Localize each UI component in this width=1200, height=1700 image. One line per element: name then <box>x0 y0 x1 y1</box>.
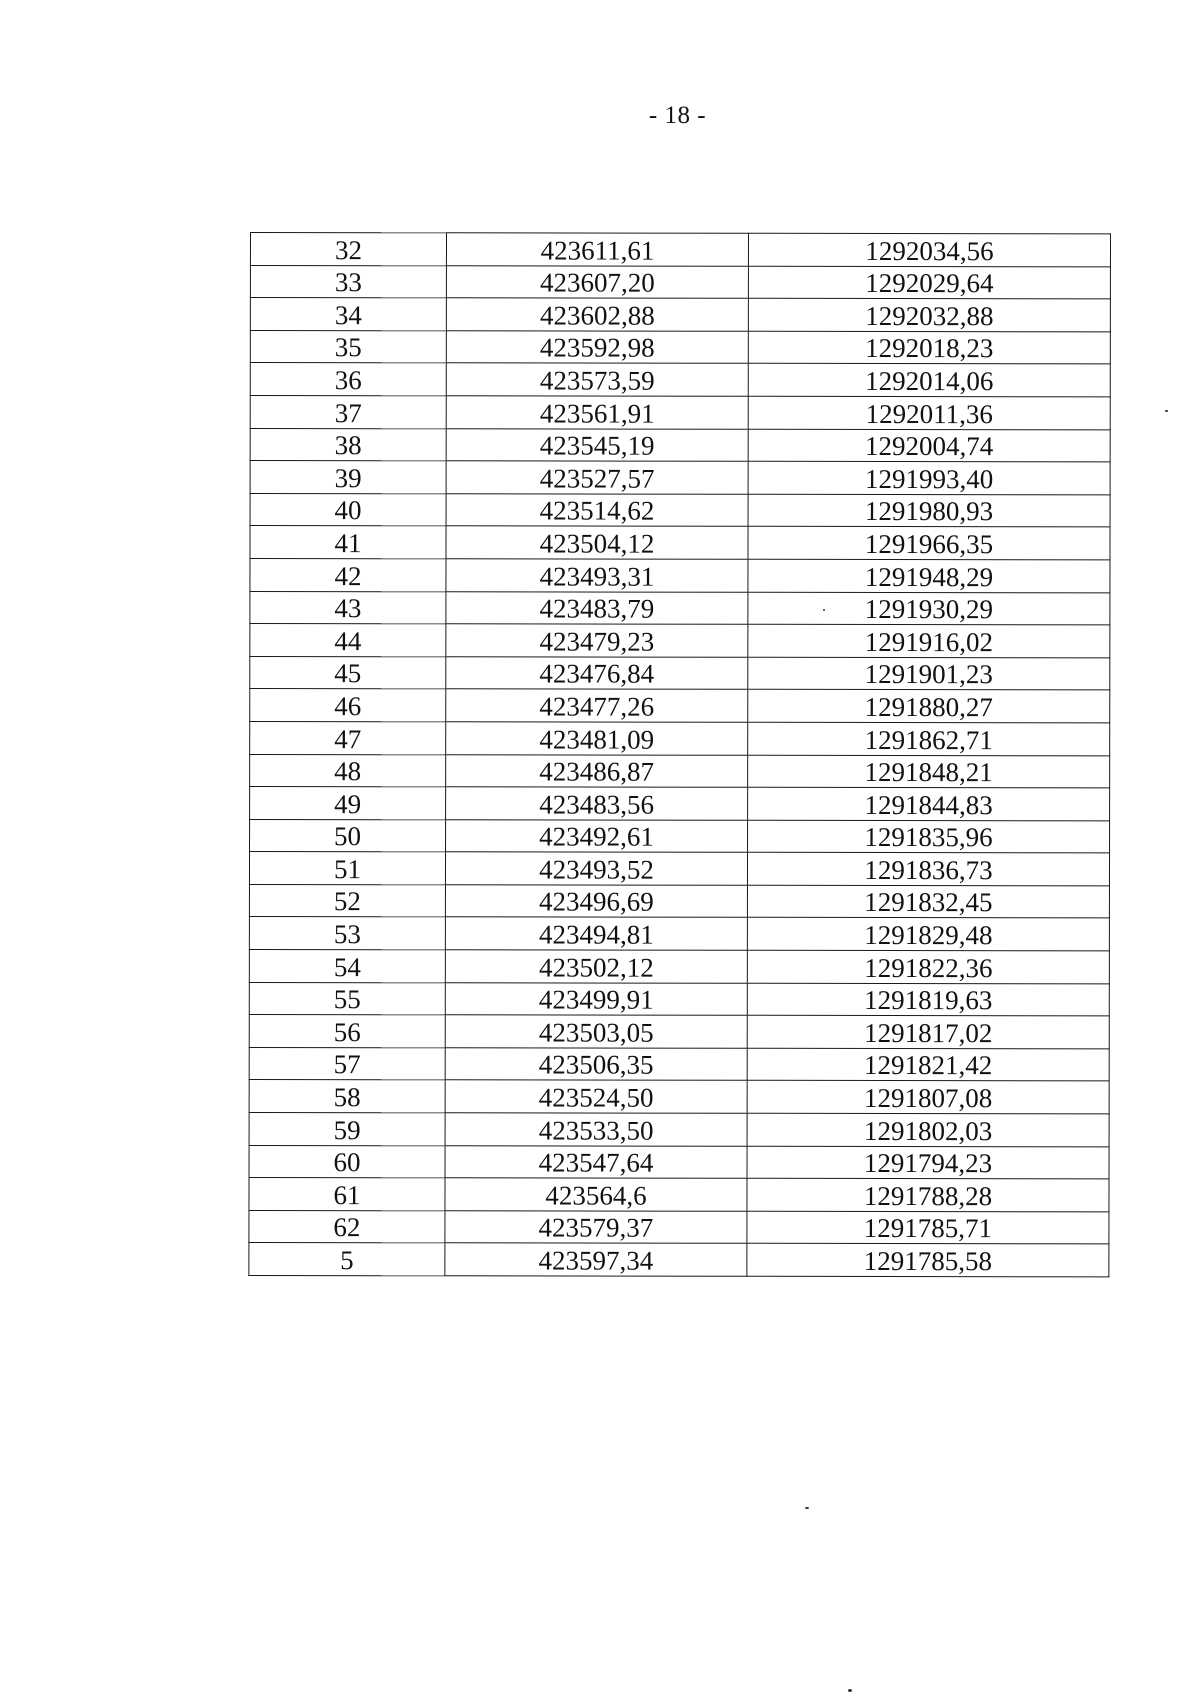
scan-speck <box>1165 410 1168 412</box>
x-coordinate-cell: 423611,61 <box>446 233 748 266</box>
point-number-cell: 55 <box>249 982 445 1015</box>
point-number-cell: 57 <box>249 1047 445 1080</box>
table-row <box>250 363 1110 397</box>
table-row <box>250 395 1110 429</box>
point-number-cell: 43 <box>250 591 446 624</box>
x-coordinate-cell: 423493,52 <box>445 852 747 885</box>
y-coordinate-cell: 1291880,27 <box>748 690 1110 723</box>
table-row <box>250 624 1110 658</box>
point-number-cell: 33 <box>250 265 446 298</box>
y-coordinate-cell: 1291807,08 <box>747 1081 1109 1114</box>
table-row <box>250 265 1110 299</box>
x-coordinate-cell: 423524,50 <box>445 1080 747 1113</box>
x-coordinate-cell: 423597,34 <box>445 1243 747 1276</box>
table-row <box>250 330 1110 364</box>
coordinates-table <box>248 232 1111 1277</box>
point-number-cell: 42 <box>250 558 446 591</box>
x-coordinate-cell: 423492,61 <box>446 819 748 852</box>
y-coordinate-cell: 1291836,73 <box>747 853 1109 886</box>
table-row <box>250 591 1110 625</box>
y-coordinate-cell: 1291788,28 <box>747 1179 1109 1212</box>
scan-speck <box>848 1689 852 1692</box>
table-row <box>250 819 1110 853</box>
y-coordinate-cell: 1292029,64 <box>748 266 1110 299</box>
point-number-cell: 38 <box>250 428 446 461</box>
x-coordinate-cell: 423494,81 <box>445 917 747 950</box>
x-coordinate-cell: 423573,59 <box>446 363 748 396</box>
point-number-cell: 52 <box>249 884 445 917</box>
x-coordinate-cell: 423483,56 <box>446 787 748 820</box>
page-number: - 18 - <box>648 102 707 129</box>
x-coordinate-cell: 423502,12 <box>445 950 747 983</box>
y-coordinate-cell: 1291817,02 <box>747 1016 1109 1049</box>
table-row <box>249 950 1109 984</box>
x-coordinate-cell: 423481,09 <box>446 722 748 755</box>
point-number-cell: 62 <box>249 1210 445 1243</box>
point-number-cell: 36 <box>250 363 446 396</box>
point-number-cell: 34 <box>250 298 446 331</box>
table-row <box>250 233 1110 267</box>
point-number-cell: 32 <box>250 233 446 266</box>
y-coordinate-cell: 1292014,06 <box>748 364 1110 397</box>
y-coordinate-cell: 1291993,40 <box>748 461 1110 494</box>
table-row <box>249 1113 1109 1147</box>
scan-speck <box>823 609 825 611</box>
point-number-cell: 50 <box>250 819 446 852</box>
x-coordinate-cell: 423602,88 <box>446 298 748 331</box>
point-number-cell: 41 <box>250 526 446 559</box>
x-coordinate-cell: 423561,91 <box>446 396 748 429</box>
table-row <box>250 787 1110 821</box>
coordinates-table-body <box>249 233 1111 1277</box>
table-row <box>249 1210 1109 1244</box>
x-coordinate-cell: 423503,05 <box>445 1015 747 1048</box>
y-coordinate-cell: 1291916,02 <box>748 624 1110 657</box>
table-row <box>250 558 1110 592</box>
point-number-cell: 49 <box>250 787 446 820</box>
x-coordinate-cell: 423579,37 <box>445 1211 747 1244</box>
y-coordinate-cell: 1292032,88 <box>748 298 1110 331</box>
table-row <box>250 656 1110 690</box>
x-coordinate-cell: 423533,50 <box>445 1113 747 1146</box>
y-coordinate-cell: 1291785,71 <box>747 1211 1109 1244</box>
point-number-cell: 60 <box>249 1145 445 1178</box>
x-coordinate-cell: 423514,62 <box>446 494 748 527</box>
table-row <box>250 298 1110 332</box>
point-number-cell: 39 <box>250 461 446 494</box>
x-coordinate-cell: 423564,6 <box>445 1178 747 1211</box>
table-row <box>249 1178 1109 1212</box>
x-coordinate-cell: 423545,19 <box>446 428 748 461</box>
table-row <box>250 428 1110 462</box>
y-coordinate-cell: 1291844,83 <box>748 787 1110 820</box>
table-row <box>249 884 1109 918</box>
point-number-cell: 40 <box>250 493 446 526</box>
table-row <box>249 982 1109 1016</box>
point-number-cell: 59 <box>249 1113 445 1146</box>
point-number-cell: 53 <box>249 917 445 950</box>
y-coordinate-cell: 1291819,63 <box>747 983 1109 1016</box>
y-coordinate-cell: 1291832,45 <box>747 885 1109 918</box>
y-coordinate-cell: 1292011,36 <box>748 396 1110 429</box>
y-coordinate-cell: 1291980,93 <box>748 494 1110 527</box>
y-coordinate-cell: 1292018,23 <box>748 331 1110 364</box>
y-coordinate-cell: 1291829,48 <box>747 918 1109 951</box>
table-row <box>249 1080 1109 1114</box>
table-row <box>250 526 1110 560</box>
table-row <box>249 1015 1109 1049</box>
y-coordinate-cell: 1291835,96 <box>748 820 1110 853</box>
x-coordinate-cell: 423486,87 <box>446 754 748 787</box>
point-number-cell: 54 <box>249 950 445 983</box>
point-number-cell: 37 <box>250 395 446 428</box>
point-number-cell: 58 <box>249 1080 445 1113</box>
table-row <box>250 493 1110 527</box>
y-coordinate-cell: 1291821,42 <box>747 1048 1109 1081</box>
y-coordinate-cell: 1291862,71 <box>748 722 1110 755</box>
scan-speck <box>805 1507 809 1509</box>
point-number-cell: 5 <box>249 1243 445 1276</box>
table-row <box>250 721 1110 755</box>
y-coordinate-cell: 1291966,35 <box>748 527 1110 560</box>
point-number-cell: 48 <box>250 754 446 787</box>
table-row <box>249 1243 1109 1277</box>
x-coordinate-cell: 423504,12 <box>446 526 748 559</box>
point-number-cell: 44 <box>250 624 446 657</box>
x-coordinate-cell: 423592,98 <box>446 331 748 364</box>
x-coordinate-cell: 423479,23 <box>446 624 748 657</box>
x-coordinate-cell: 423607,20 <box>446 265 748 298</box>
table-row <box>249 1145 1109 1179</box>
x-coordinate-cell: 423499,91 <box>445 982 747 1015</box>
y-coordinate-cell: 1291802,03 <box>747 1113 1109 1146</box>
point-number-cell: 46 <box>250 689 446 722</box>
x-coordinate-cell: 423476,84 <box>446 657 748 690</box>
y-coordinate-cell: 1292004,74 <box>748 429 1110 462</box>
y-coordinate-cell: 1292034,56 <box>748 233 1110 266</box>
table-row <box>250 754 1110 788</box>
y-coordinate-cell: 1291901,23 <box>748 657 1110 690</box>
y-coordinate-cell: 1291930,29 <box>748 592 1110 625</box>
y-coordinate-cell: 1291822,36 <box>747 950 1109 983</box>
point-number-cell: 51 <box>249 852 445 885</box>
point-number-cell: 45 <box>250 656 446 689</box>
x-coordinate-cell: 423547,64 <box>445 1145 747 1178</box>
point-number-cell: 56 <box>249 1015 445 1048</box>
x-coordinate-cell: 423493,31 <box>446 559 748 592</box>
y-coordinate-cell: 1291848,21 <box>748 755 1110 788</box>
y-coordinate-cell: 1291948,29 <box>748 559 1110 592</box>
y-coordinate-cell: 1291794,23 <box>747 1146 1109 1179</box>
table-row <box>249 1047 1109 1081</box>
table-row <box>249 852 1109 886</box>
table-row <box>249 917 1109 951</box>
x-coordinate-cell: 423527,57 <box>446 461 748 494</box>
x-coordinate-cell: 423483,79 <box>446 591 748 624</box>
table-row <box>250 461 1110 495</box>
point-number-cell: 47 <box>250 721 446 754</box>
y-coordinate-cell: 1291785,58 <box>747 1244 1109 1277</box>
x-coordinate-cell: 423477,26 <box>446 689 748 722</box>
point-number-cell: 61 <box>249 1178 445 1211</box>
point-number-cell: 35 <box>250 330 446 363</box>
table-row <box>250 689 1110 723</box>
x-coordinate-cell: 423506,35 <box>445 1048 747 1081</box>
x-coordinate-cell: 423496,69 <box>445 885 747 918</box>
